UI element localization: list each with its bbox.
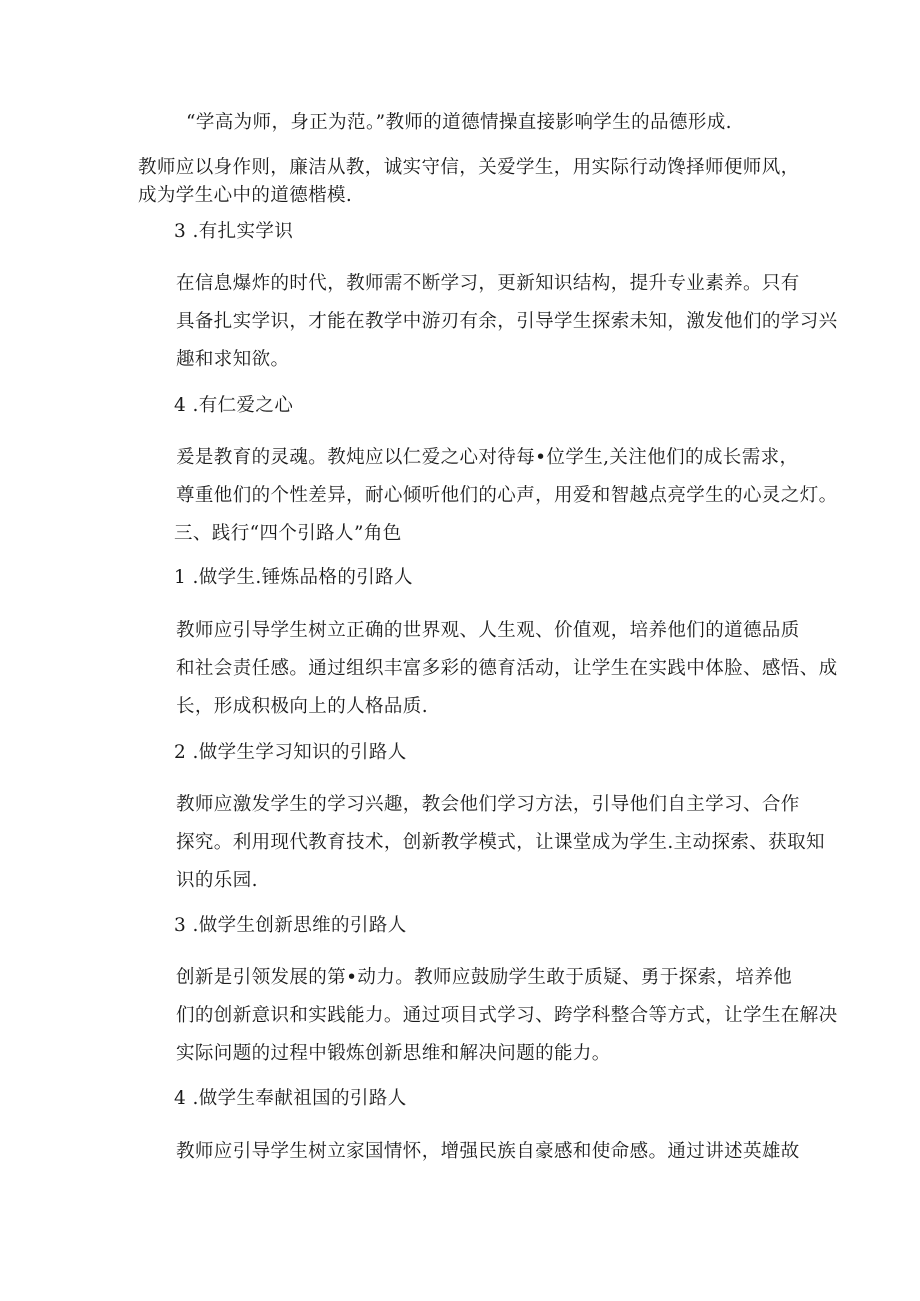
paragraph-line: 教师应引导学生树立正确的世界观、人生观、价值观，培养他们的道德品质 <box>176 620 800 641</box>
paragraph-line: “学高为师，身正为范。”教师的道德情操直接影响学生的品德形成. <box>186 112 732 133</box>
section-heading: 4 .做学生奉献祖国的引路人 <box>174 1088 407 1109</box>
paragraph-line: 长，形成积极向上的人格品质. <box>176 696 428 717</box>
paragraph-line: 创新是引领发展的第•动力。教师应鼓励学生敢于质疑、勇于探索，培养他 <box>176 967 793 988</box>
section-heading: 3 .有扎实学识 <box>174 221 294 242</box>
paragraph-line: 在信息爆炸的时代，教师需不断学习，更新知识结构，提升专业素养。只有 <box>176 273 800 294</box>
section-heading: 2 .做学生学习知识的引路人 <box>174 742 407 763</box>
paragraph-line: 和社会责任感。通过组织丰富多彩的德育活动，让学生在实践中体脸、感悟、成 <box>176 658 838 679</box>
paragraph-line: 教师应引导学生树立家国情怀，增强民族自豪感和使命感。通过讲述英雄故 <box>176 1141 800 1162</box>
paragraph-line: 实际问题的过程中锻炼创新思维和解决问题的能力。 <box>176 1043 611 1064</box>
chapter-heading: 三、践行“四个引路人”角色 <box>174 523 402 544</box>
section-heading: 1 .做学生.锤炼品格的引路人 <box>174 567 413 588</box>
paragraph-line: 教师应激发学生的学习兴趣，教会他们学习方法，引导他们自主学习、合作 <box>176 794 800 815</box>
paragraph-line: 探究。利用现代教育技术，创新教学模式，让课堂成为学生.主动探索、获取知 <box>176 832 825 853</box>
paragraph-line: 成为学生心中的道德楷模. <box>138 185 353 206</box>
paragraph-line: 爰是教育的灵魂。教炖应以仁爱之心对待每•位学生,关注他们的成长需求， <box>176 447 799 468</box>
section-heading: 4 .有仁爱之心 <box>174 395 294 416</box>
paragraph-line: 具备扎实学识，才能在教学中游刃有余，引导学生探索未知，激发他们的学习兴 <box>176 311 838 332</box>
paragraph-line: 们的创新意识和实践能力。通过项目式学习、跨学科整合等方式，让学生在解决 <box>176 1005 838 1026</box>
paragraph-line: 识的乐园. <box>176 870 258 891</box>
paragraph-line: 尊重他们的个性差异，耐心倾听他们的心声，用爱和智越点亮学生的心灵之灯。 <box>176 485 838 506</box>
section-heading: 3 .做学生创新思维的引路人 <box>174 915 407 936</box>
paragraph-line: 教师应以身作则，廉洁从教，诚实守信，关爱学生，用实际行动馋择师便师风， <box>138 157 800 178</box>
paragraph-line: 趣和求知欲。 <box>176 349 290 370</box>
